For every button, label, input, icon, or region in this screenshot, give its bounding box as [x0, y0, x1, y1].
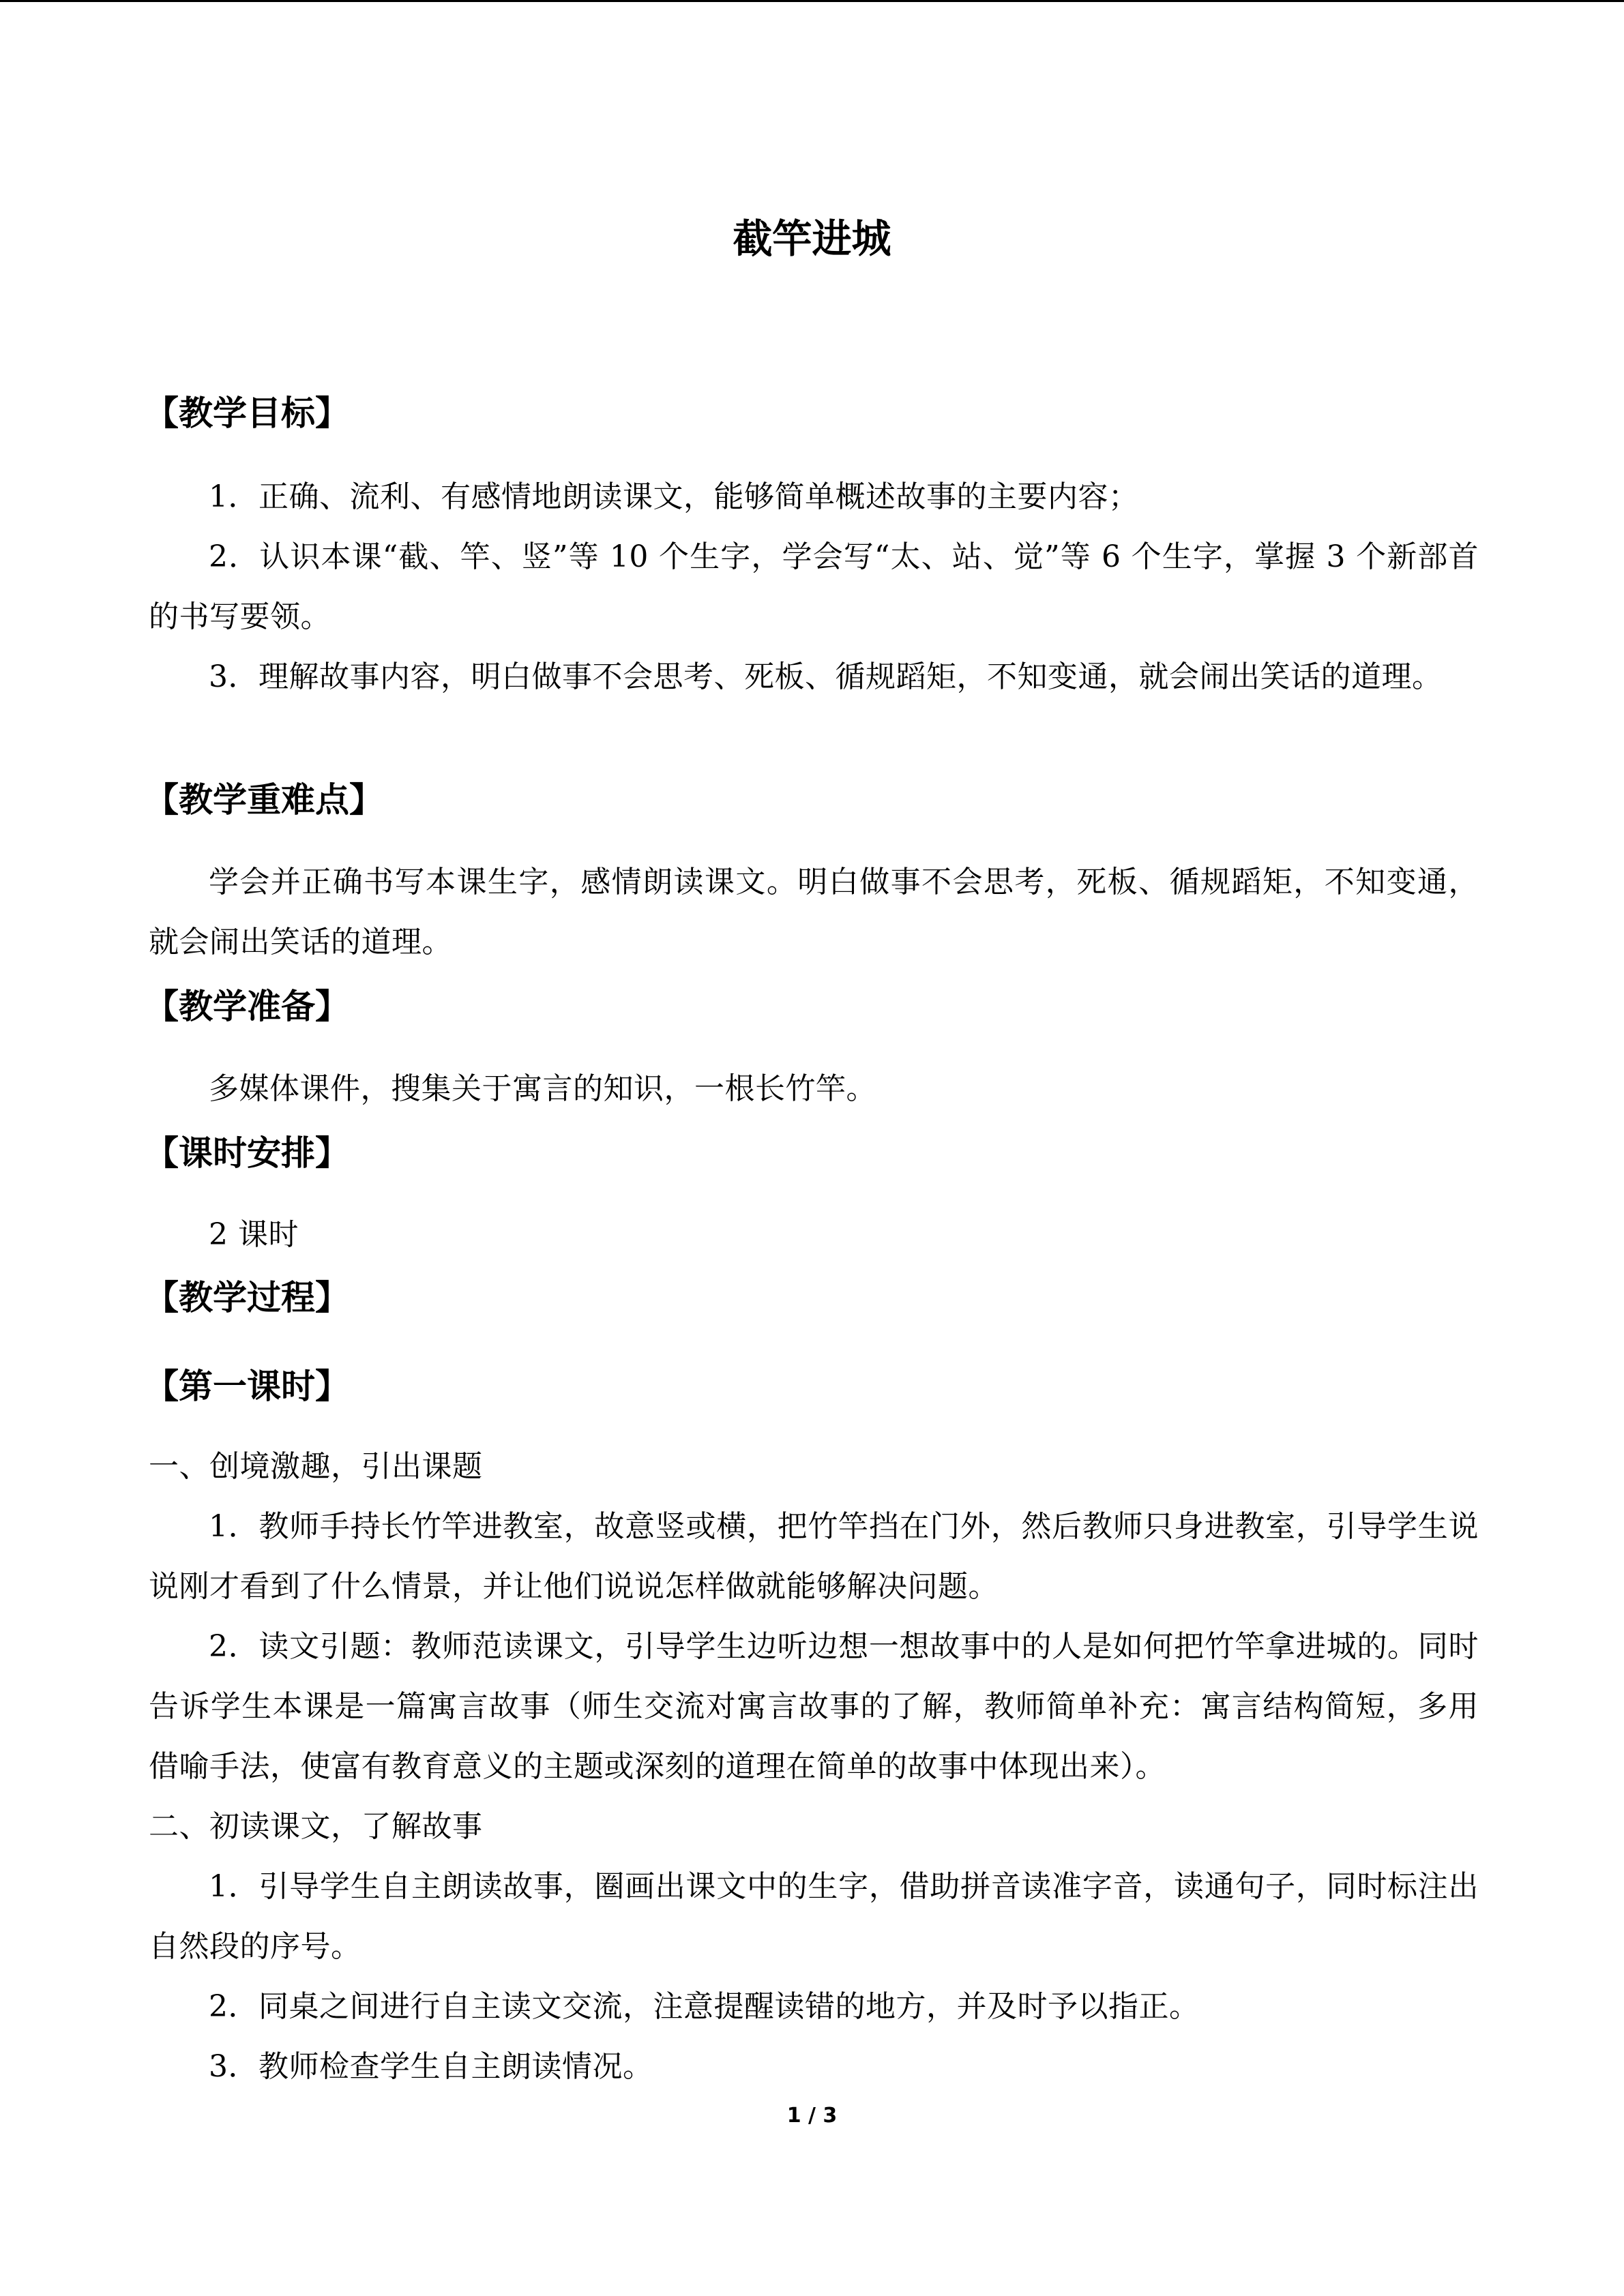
- schedule-text: 2 课时: [209, 1217, 299, 1252]
- objective-item-2: 2．认识本课“截、竿、竖”等 10 个生字，学会写“太、站、觉”等 6 个生字，掌握 3 个新部首的书写要领。: [149, 539, 1479, 634]
- key-points-text: 学会并正确书写本课生字，感情朗读课文。明白做事不会思考，死板、循规蹈矩，不知变通，就会闹出笑话的道理。: [149, 865, 1479, 959]
- lesson1-part1-item-2: 2．读文引题：教师范读课文，引导学生边听边想一想故事中的人是如何把竹竿拿进城的。同时告诉学生本课是一篇寓言故事（师生交流对寓言故事的了解，教师简单补充：寓言结构简短，多用借喻手法，使富有教育意义的主题或深刻的道理在简单的故事中体现出来）。: [149, 1629, 1479, 1784]
- document-title: 截竿进城: [733, 215, 891, 262]
- lesson1-part1-title: 一、创境激趣，引出课题: [149, 1449, 483, 1484]
- preparation-text: 多媒体课件，搜集关于寓言的知识，一根长竹竿。: [209, 1071, 876, 1106]
- lesson1-part2-item-1: 1．引导学生自主朗读故事，圈画出课文中的生字，借助拼音读准字音，读通句子，同时标注出自然段的序号。: [149, 1869, 1479, 1964]
- lesson1-part2-item-2: 2．同桌之间进行自主读文交流，注意提醒读错的地方，并及时予以指正。: [209, 1989, 1200, 2024]
- objective-item-1: 1．正确、流利、有感情地朗读课文，能够简单概述故事的主要内容；: [209, 479, 1139, 514]
- heading-lesson-1: 【第一课时】: [145, 1367, 349, 1406]
- heading-schedule: 【课时安排】: [145, 1133, 349, 1173]
- objective-item-3: 3．理解故事内容，明白做事不会思考、死板、循规蹈矩，不知变通，就会闹出笑话的道理。: [209, 659, 1443, 694]
- page-number: 1 / 3: [786, 2104, 838, 2128]
- heading-objectives: 【教学目标】: [145, 393, 349, 433]
- lesson1-part2-title: 二、初读课文，了解故事: [149, 1809, 483, 1844]
- heading-key-points: 【教学重难点】: [145, 780, 383, 820]
- heading-preparation: 【教学准备】: [145, 987, 349, 1026]
- heading-process: 【教学过程】: [145, 1278, 349, 1317]
- lesson1-part2-item-3: 3．教师检查学生自主朗读情况。: [209, 2049, 653, 2084]
- lesson1-part1-item-1: 1．教师手持长竹竿进教室，故意竖或横，把竹竿挡在门外，然后教师只身进教室，引导学生说说刚才看到了什么情景，并让他们说说怎样做就能够解决问题。: [149, 1509, 1479, 1604]
